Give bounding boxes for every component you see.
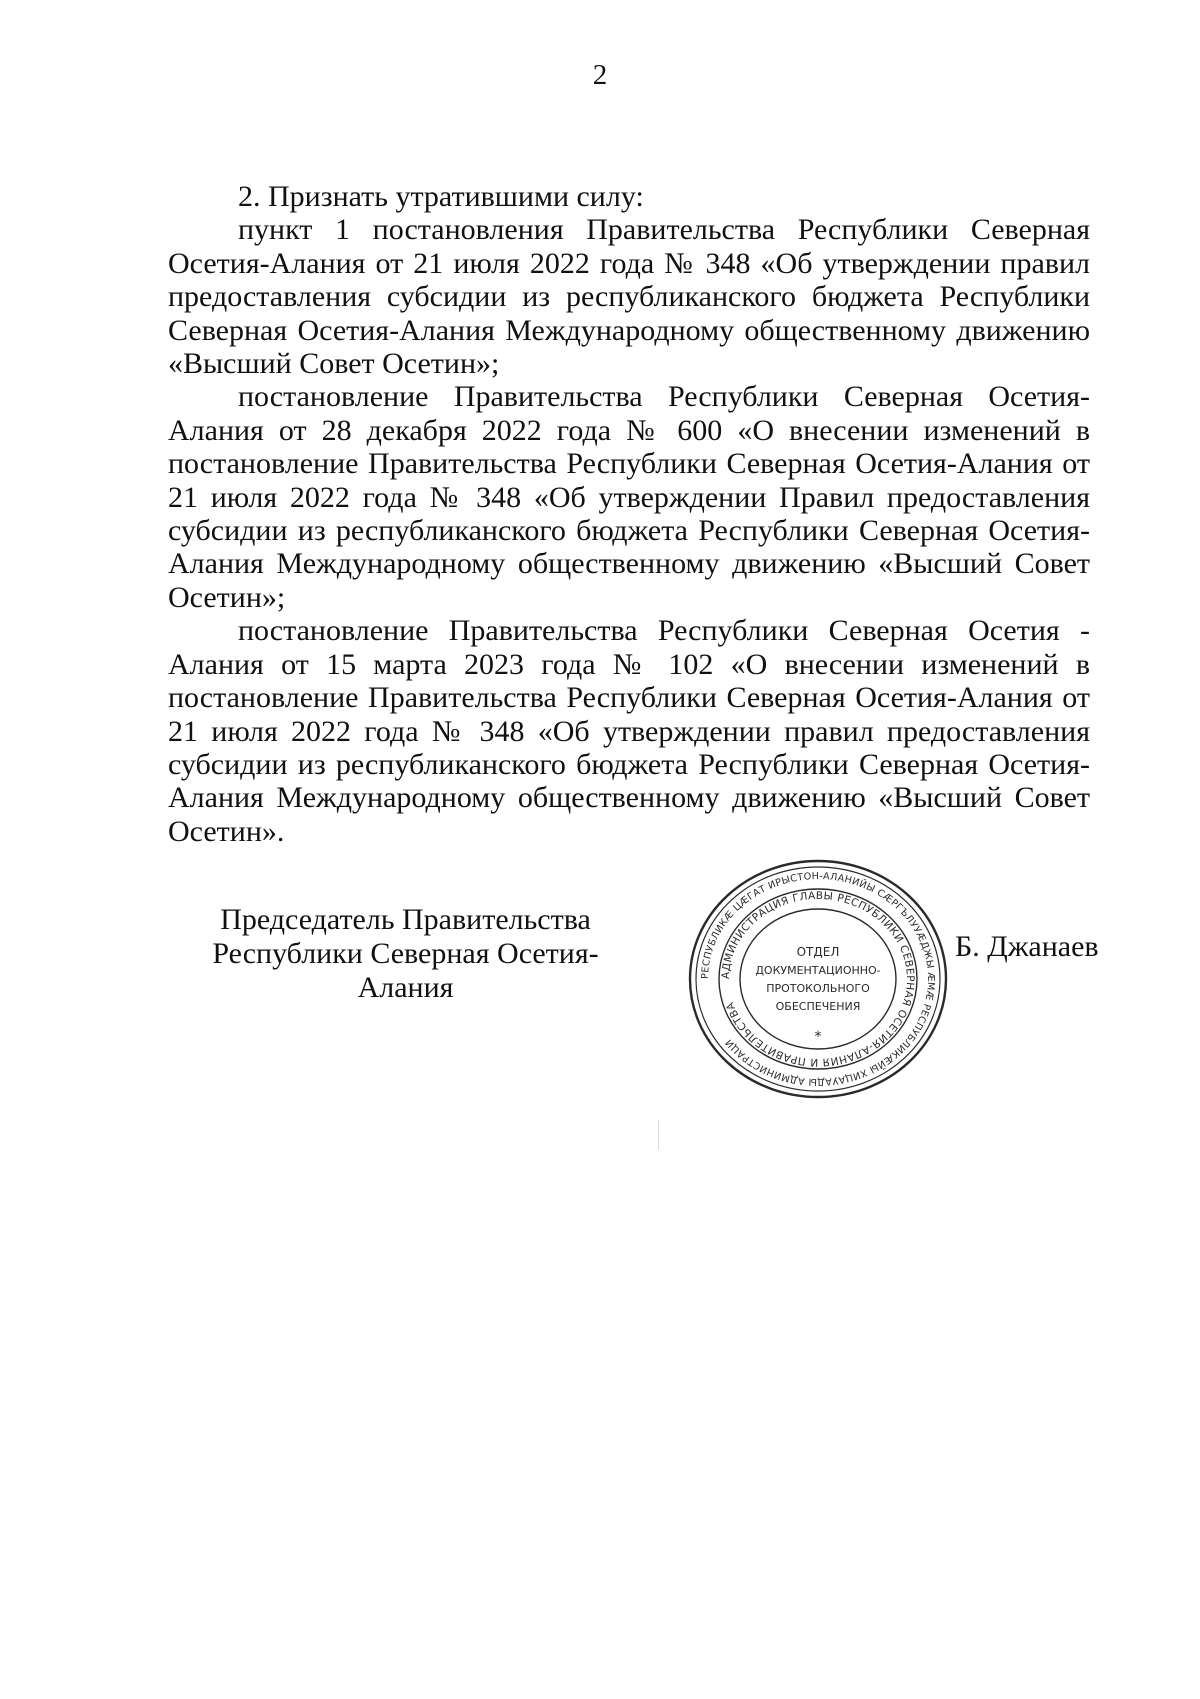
svg-text:РЕСПУБЛИКӔ ЦӔГАТ ИРЫСТОН-АЛАНИ	[700, 871, 936, 1087]
signatory-position	[168, 903, 643, 1005]
document-body	[168, 180, 1090, 848]
paragraph-item-2: постановление Правительства Республики Северная Осетия-Алания от 28 декабря 2022 года № 600 «О внесении изменений в постановление Правительства Республики Северная Осетия-Алания от 21 июля 2022 года № 348 «Об утверждении Правил предоставления субсидии из республиканского бюджета Республики Северная Осетия-Алания Международному общественному движению «Высший Совет Осетин»;	[168, 380, 1090, 614]
stamp-center-line-4: ОБЕСПЕЧЕНИЯ	[775, 1000, 861, 1013]
stamp-outer-text: РЕСПУБЛИКӔ ЦӔГАТ ИРЫСТОН-АЛАНИЙЫ СӔРГЪЛУУӔДЖЫ ӔМӔ РЕСПУБЛИКӔЙЫ ХИЦАУАДЫ АДМИНИСТРАЦИ	[699, 870, 937, 1088]
paragraph-item-3: постановление Правительства Республики Северная Осетия - Алания от 15 марта 2023 года № 102 «О внесении изменений в постановление Правительства Республики Северная Осетия-Алания от 21 июля 2022 года № 348 «Об утверждении правил предоставления субсидии из республиканского бюджета Республики Северная Осетия-Алания Международному общественному движению «Высший Совет Осетин».	[168, 614, 1090, 848]
signatory-position-line-2: Республики Северная Осетия-Алания	[212, 937, 599, 1004]
stamp-center-line-2: ДОКУМЕНТАЦИОННО-	[755, 964, 881, 977]
stamp-center-line-1: ОТДЕЛ	[796, 945, 840, 959]
stamp-inner-ring	[740, 909, 896, 1049]
paragraph-heading: 2. Признать утратившими силу:	[238, 180, 644, 213]
signatory-position-line-1: Председатель Правительства	[220, 903, 591, 936]
stamp-inner-text: АДМИНИСТРАЦИЯ ГЛАВЫ РЕСПУБЛИКИ СЕВЕРНАЯ ОСЕТИЯ-АЛАНИЯ И ПРАВИТЕЛЬСТВА	[719, 889, 917, 1069]
official-stamp	[686, 857, 950, 1101]
stamp-center-line-3: ПРОТОКОЛЬНОГО	[766, 982, 870, 995]
signatory-name: Б. Джанаев	[955, 930, 1099, 963]
paragraph-item-1: пункт 1 постановления Правительства Республики Северная Осетия-Алания от 21 июля 2022 года № 348 «Об утверждении правил предоставления субсидии из республиканского бюджета Республики Северная Осетия-Алания Международному общественному движению «Высший Совет Осетин»;	[168, 213, 1090, 381]
scan-artifact	[658, 1120, 659, 1150]
stamp-star-icon: *	[814, 1029, 822, 1045]
page-number: 2	[592, 59, 608, 91]
